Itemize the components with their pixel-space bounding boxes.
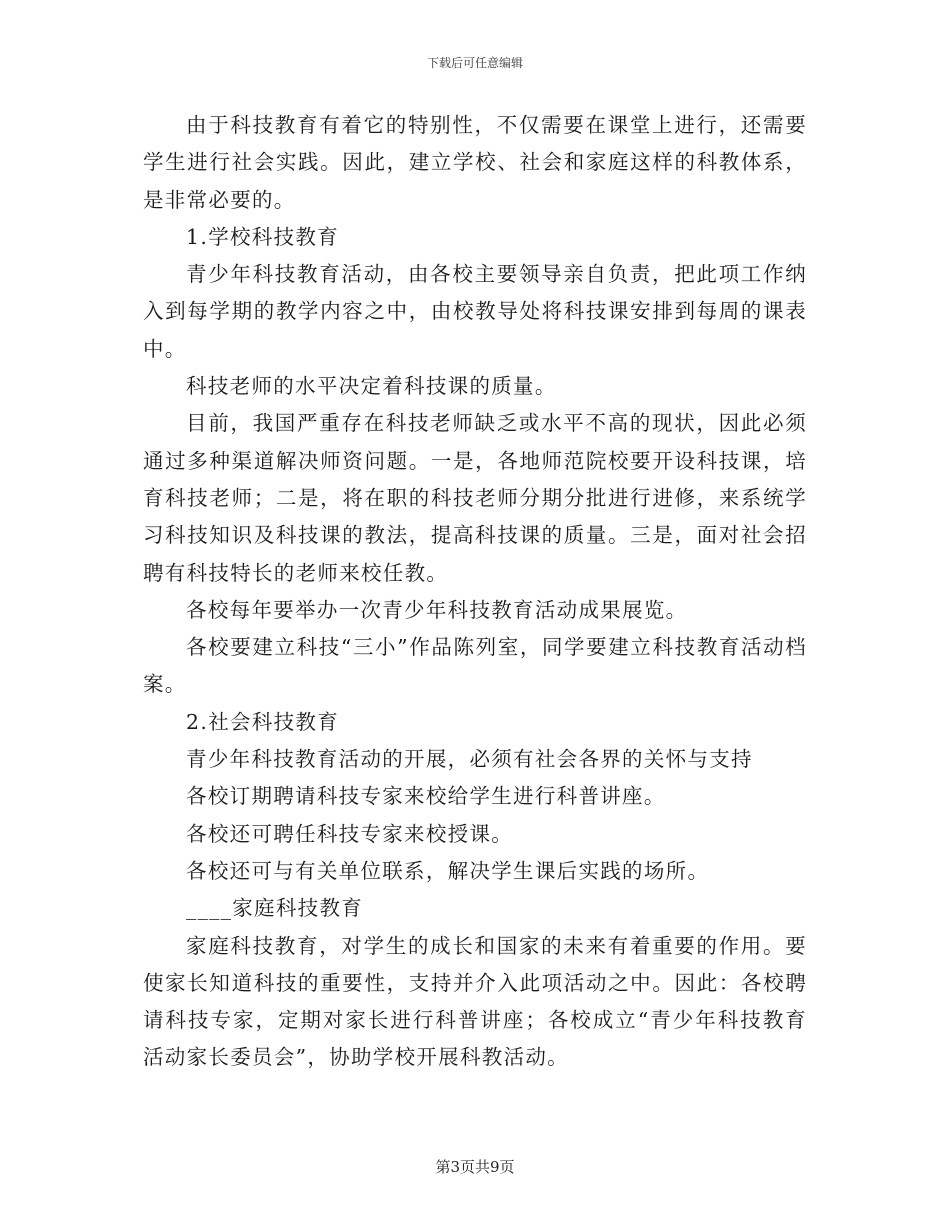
paragraph: 各校要建立科技“三小”作品陈列室，同学要建立科技教育活动档案。 bbox=[143, 635, 807, 697]
document-body bbox=[143, 107, 807, 1077]
paragraph: 科技老师的水平决定着科技课的质量。 bbox=[186, 374, 557, 399]
page-number: 第3页共9页 bbox=[435, 1158, 515, 1176]
heading-school-education: 1.学校科技教育 bbox=[186, 224, 340, 249]
heading-social-education: 2.社会科技教育 bbox=[186, 709, 340, 734]
paragraph: 各校订期聘请科技专家来校给学生进行科普讲座。 bbox=[186, 784, 666, 809]
page-header: 下载后可任意编辑 bbox=[426, 56, 523, 70]
paragraph-intro: 由于科技教育有着它的特别性，不仅需要在课堂上进行，还需要学生进行社会实践。因此，建立学校、社会和家庭这样的科教体系，是非常必要的。 bbox=[143, 113, 807, 212]
paragraph: 青少年科技教育活动的开展，必须有社会各界的关怀与支持 bbox=[186, 747, 753, 772]
paragraph: 家庭科技教育，对学生的成长和国家的未来有着重要的作用。要使家长知道科技的重要性，支持并介入此项活动之中。因此：各校聘请科技专家，定期对家长进行科普讲座；各校成立“青少年科技教育活动家长委员会”，协助学校开展科教活动。 bbox=[143, 933, 807, 1070]
paragraph: 青少年科技教育活动，由各校主要领导亲自负责，把此项工作纳入到每学期的教学内容之中，由校教导处将科技课安排到每周的课表中。 bbox=[143, 262, 807, 361]
paragraph: 各校还可聘任科技专家来校授课。 bbox=[186, 821, 514, 846]
heading-family-education: ____家庭科技教育 bbox=[186, 896, 364, 921]
paragraph: 各校还可与有关单位联系，解决学生课后实践的场所。 bbox=[186, 858, 710, 883]
paragraph: 目前，我国严重存在科技老师缺乏或水平不高的现状，因此必须通过多种渠道解决师资问题。一是，各地师范院校要开设科技课，培育科技老师；二是，将在职的科技老师分期分批进行进修，来系统学习科技知识及科技课的教法，提高科技课的质量。三是，面对社会招聘有科技特长的老师来校任教。 bbox=[143, 411, 807, 585]
paragraph: 各校每年要举办一次青少年科技教育活动成果展览。 bbox=[186, 597, 688, 622]
